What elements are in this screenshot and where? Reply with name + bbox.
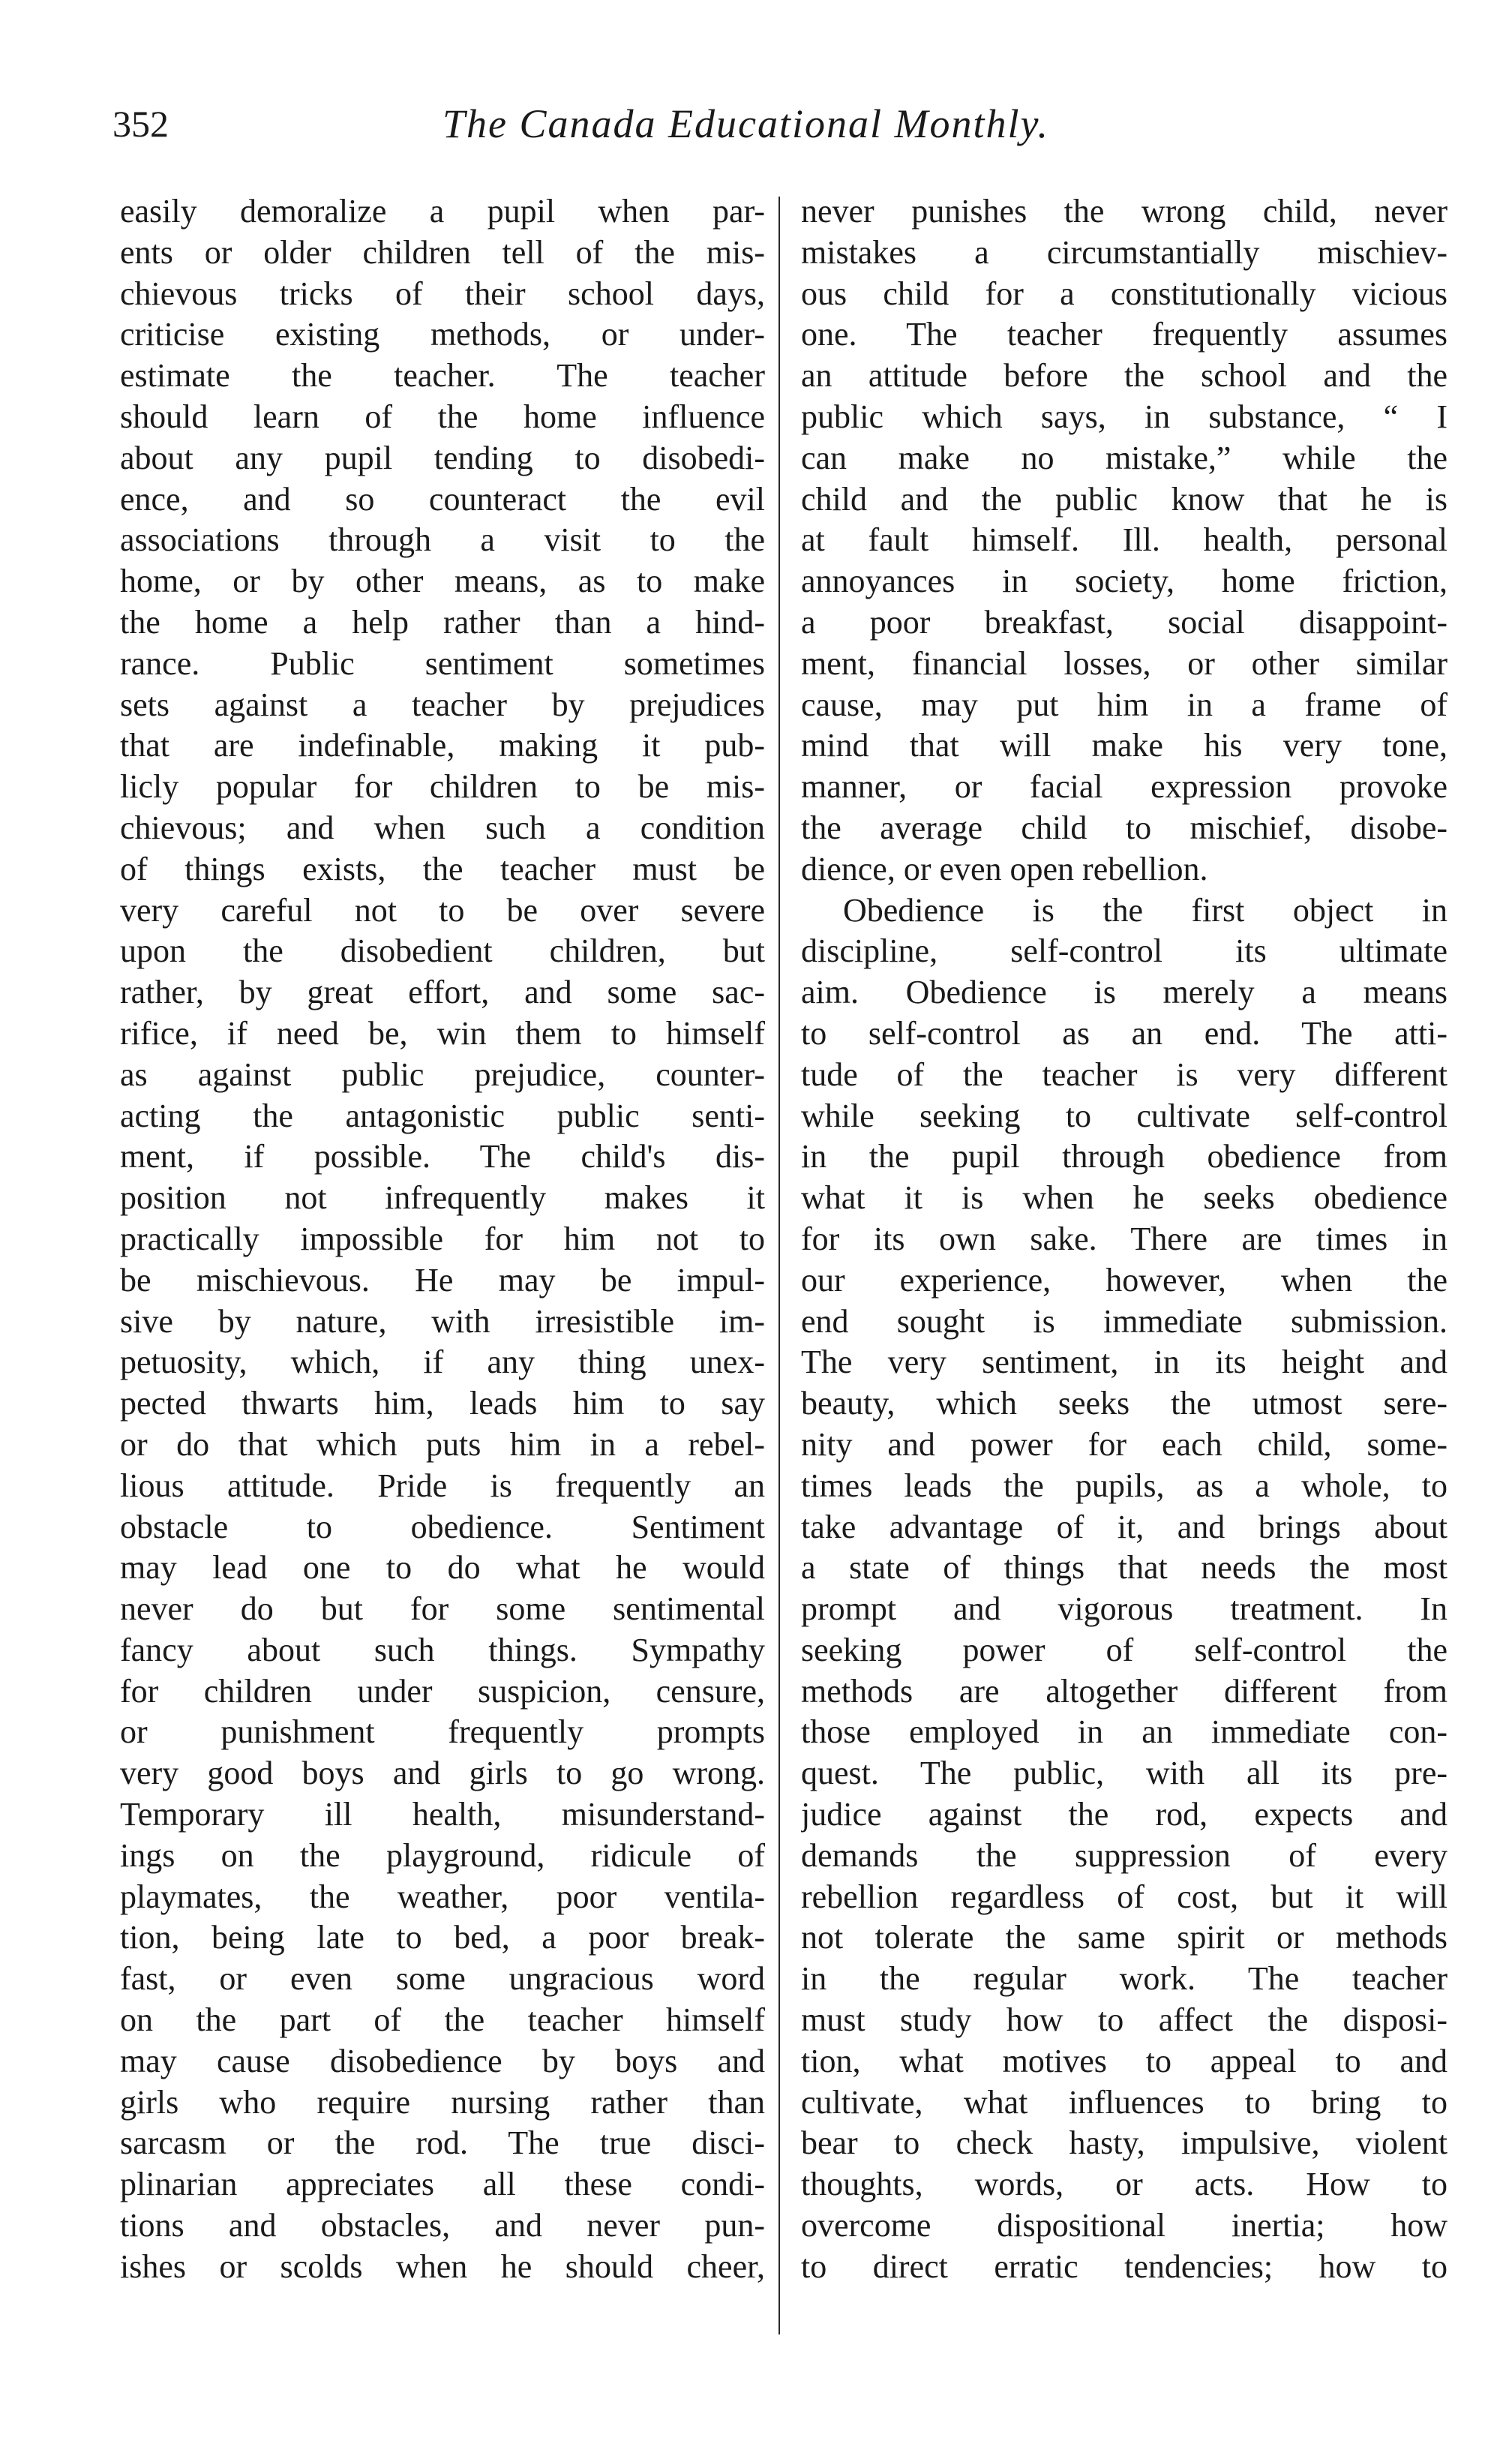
text-line: in the pupil through obedience from [801,1138,1448,1175]
text-line: position not infrequently makes it [120,1179,765,1217]
text-line: of things exists, the teacher must be [120,850,765,887]
text-line: a poor breakfast, social disappoint- [801,603,1448,641]
text-line: judice against the rod, expects and [801,1796,1448,1833]
text-line: girls who require nursing rather than [120,2083,765,2121]
text-line: tion, being late to bed, a poor break- [120,1919,765,1956]
text-line: tion, what motives to appeal to and [801,2042,1448,2079]
text-line: about any pupil tending to disobedi- [120,439,765,476]
text-line: ous child for a constitutionally vicious [801,275,1448,312]
text-line: discipline, self-control its ultimate [801,932,1448,970]
text-line: sets against a teacher by prejudices [120,686,765,723]
text-line: mind that will make his very tone, [801,727,1448,764]
text-line: ents or older children tell of the mis- [120,233,765,271]
text-line: the average child to mischief, disobe- [801,809,1448,846]
text-line: rebellion regardless of cost, but it will [801,1878,1448,1915]
text-line: upon the disobedient children, but [120,932,765,970]
text-line: associations through a visit to the [120,521,765,559]
text-line: fast, or even some ungracious word [120,1960,765,1998]
right-column [801,191,1448,2288]
text-line: times leads the pupils, as a whole, to [801,1467,1448,1504]
text-line: fancy about such things. Sympathy [120,1631,765,1668]
text-line: sarcasm or the rod. The true disci- [120,2124,765,2162]
left-column [120,191,765,2288]
text-line: Obedience is the first object in [843,891,1448,929]
text-line: at fault himself. Ill. health, personal [801,521,1448,559]
text-line: child and the public know that he is [801,480,1448,518]
text-line: nity and power for each child, some- [801,1425,1448,1463]
text-line: chievous; and when such a condition [120,809,765,846]
text-line: criticise existing methods, or under- [120,316,765,353]
running-title: The Canada Educational Monthly. [442,101,1049,146]
page-header [112,98,1132,158]
text-line: or punishment frequently prompts [120,1713,765,1751]
text-line: pected thwarts him, leads him to say [120,1385,765,1422]
text-line: should learn of the home influence [120,398,765,435]
text-line: overcome dispositional inertia; how [801,2207,1448,2244]
text-line: on the part of the teacher himself [120,2001,765,2039]
text-line: as against public prejudice, counter- [120,1055,765,1093]
text-line: our experience, however, when the [801,1261,1448,1299]
text-line: may lead one to do what he would [120,1549,765,1587]
text-line: public which says, in substance, “ I [801,398,1448,435]
text-line: The very sentiment, in its height and [801,1344,1448,1381]
text-line: those employed in an immediate con- [801,1713,1448,1751]
text-line: for children under suspicion, censure, [120,1672,765,1710]
text-line: Temporary ill health, misunderstand- [120,1796,765,1833]
text-line: tions and obstacles, and never pun- [120,2207,765,2244]
text-line: plinarian appreciates all these condi- [120,2166,765,2203]
text-line: take advantage of it, and brings about [801,1508,1448,1545]
text-line: demands the suppression of every [801,1836,1448,1874]
text-line: for its own sake. There are times in [801,1220,1448,1257]
text-line: very good boys and girls to go wrong. [120,1755,765,1792]
text-line: to direct erratic tendencies; how to [801,2247,1448,2285]
text-line: beauty, which seeks the utmost sere- [801,1385,1448,1422]
text-line: the home a help rather than a hind- [120,603,765,641]
text-line: easily demoralize a pupil when par- [120,193,765,230]
text-line: home, or by other means, as to make [120,563,765,600]
text-line: obstacle to obedience. Sentiment [120,1508,765,1545]
text-line: thoughts, words, or acts. How to [801,2166,1448,2203]
text-line: end sought is immediate submission. [801,1302,1448,1340]
text-line: to self-control as an end. The atti- [801,1014,1448,1052]
text-line: or do that which puts him in a rebel- [120,1425,765,1463]
text-line: lious attitude. Pride is frequently an [120,1467,765,1504]
text-line: dience, or even open rebellion. [801,850,1208,887]
text-line: licly popular for children to be mis- [120,768,765,806]
text-line: ment, if possible. The child's dis- [120,1138,765,1175]
text-line: very careful not to be over severe [120,891,765,929]
text-line: be mischievous. He may be impul- [120,1261,765,1299]
text-line: cause, may put him in a frame of [801,686,1448,723]
text-line: what it is when he seeks obedience [801,1179,1448,1217]
text-line: rather, by great effort, and some sac- [120,974,765,1011]
text-line: cultivate, what influences to bring to [801,2083,1448,2121]
text-line: quest. The public, with all its pre- [801,1755,1448,1792]
text-line: ment, financial losses, or other similar [801,644,1448,682]
text-line: estimate the teacher. The teacher [120,357,765,395]
text-line: ings on the playground, ridicule of [120,1836,765,1874]
text-line: an attitude before the school and the [801,357,1448,395]
text-line: manner, or facial expression provoke [801,768,1448,806]
text-line: aim. Obedience is merely a means [801,974,1448,1011]
text-line: must study how to affect the disposi- [801,2001,1448,2039]
text-line: that are indefinable, making it pub- [120,727,765,764]
page-number: 352 [112,103,169,145]
text-line: mistakes a circumstantially mischiev- [801,233,1448,271]
text-line: ishes or scolds when he should cheer, [120,2247,765,2285]
text-line: ence, and so counteract the evil [120,480,765,518]
text-line: rifice, if need be, win them to himself [120,1014,765,1052]
text-line: a state of things that needs the most [801,1549,1448,1587]
text-line: annoyances in society, home friction, [801,563,1448,600]
text-line: rance. Public sentiment sometimes [120,644,765,682]
text-line: seeking power of self-control the [801,1631,1448,1668]
text-line: petuosity, which, if any thing unex- [120,1344,765,1381]
text-line: one. The teacher frequently assumes [801,316,1448,353]
text-line: tude of the teacher is very different [801,1055,1448,1093]
text-line: acting the antagonistic public senti- [120,1097,765,1134]
text-line: prompt and vigorous treatment. In [801,1590,1448,1628]
text-line: practically impossible for him not to [120,1220,765,1257]
text-line: chievous tricks of their school days, [120,275,765,312]
text-line: never punishes the wrong child, never [801,193,1448,230]
text-line: playmates, the weather, poor ventila- [120,1878,765,1915]
text-line: bear to check hasty, impulsive, violent [801,2124,1448,2162]
text-line: methods are altogether different from [801,1672,1448,1710]
text-line: can make no mistake,” while the [801,439,1448,476]
column-divider [778,197,780,2334]
text-line: not tolerate the same spirit or methods [801,1919,1448,1956]
text-line: may cause disobedience by boys and [120,2042,765,2079]
text-line: sive by nature, with irresistible im- [120,1302,765,1340]
text-line: while seeking to cultivate self-control [801,1097,1448,1134]
text-line: in the regular work. The teacher [801,1960,1448,1998]
text-line: never do but for some sentimental [120,1590,765,1628]
